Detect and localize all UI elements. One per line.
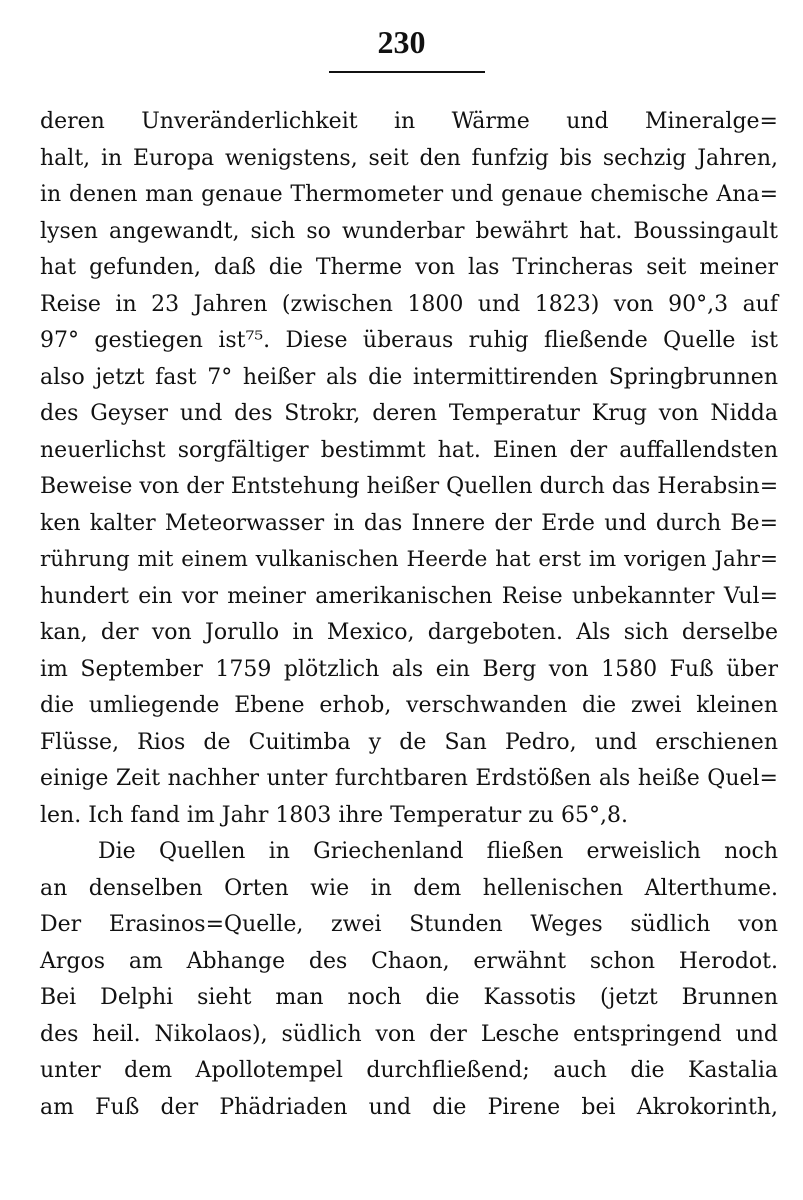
text-line: 97° gestiegen ist⁷⁵. Diese überaus ruhig fließende Quelle ist [40, 328, 778, 353]
body-text [40, 104, 778, 1126]
page-number: 230 [377, 24, 426, 60]
text-line: kan, der von Jorullo in Mexico, dargeboten. Als sich derselbe [40, 620, 778, 645]
text-line: einige Zeit nachher unter furchtbaren Erdstößen als heiße Quel= [40, 766, 778, 791]
text-line: lysen angewandt, sich so wunderbar bewährt hat. Boussingault [40, 218, 778, 244]
text-line: also jetzt fast 7° heißer als die intermittirenden Springbrunnen [40, 364, 778, 390]
text-line: Argos am Abhange des Chaon, erwähnt schon Herodot. [40, 948, 778, 974]
text-line: des Geyser und des Strokr, deren Temperatur Krug von Nidda [40, 401, 778, 426]
text-line: unter dem Apollotempel durchfließend; auch die Kastalia [40, 1058, 778, 1083]
text-line: am Fuß der Phädriaden und die Pirene bei Akrokorinth, [40, 1094, 778, 1120]
paragraph-end-line: len. Ich fand im Jahr 1803 ihre Temperatur zu 65°,8. [40, 802, 628, 828]
text-line: die umliegende Ebene erhob, verschwanden die zwei kleinen [40, 693, 778, 718]
text-line: neuerlichst sorgfältiger bestimmt hat. Einen der auffallendsten [40, 437, 778, 463]
text-line: rührung mit einem vulkanischen Heerde hat erst im vorigen Jahr= [40, 547, 778, 572]
header-rule [329, 71, 485, 73]
text-line: hat gefunden, daß die Therme von las Trincheras seit meiner [40, 255, 778, 280]
text-line: deren Unveränderlichkeit in Wärme und Mineralge= [40, 109, 778, 134]
text-line: Beweise von der Entstehung heißer Quellen durch das Herabsin= [40, 474, 779, 499]
text-line: Flüsse, Rios de Cuitimba y de San Pedro, und erschienen [40, 729, 778, 755]
text-line: Bei Delphi sieht man noch die Kassotis (jetzt Brunnen [40, 985, 778, 1010]
text-line: halt, in Europa wenigstens, seit den funfzig bis sechzig Jahren, [40, 145, 778, 171]
text-line: hundert ein vor meiner amerikanischen Reise unbekannter Vul= [40, 583, 778, 609]
paragraph-first-line: Die Quellen in Griechenland fließen erweislich noch [98, 839, 778, 864]
text-line: ken kalter Meteorwasser in das Innere der Erde und durch Be= [40, 510, 778, 536]
text-line: im September 1759 plötzlich als ein Berg von 1580 Fuß über [40, 656, 778, 682]
text-line: Der Erasinos=Quelle, zwei Stunden Weges südlich von [40, 912, 778, 937]
text-line: an denselben Orten wie in dem hellenischen Alterthume. [40, 875, 778, 901]
text-line: in denen man genaue Thermometer und genaue chemische Ana= [40, 182, 778, 207]
text-line: des heil. Nikolaos), südlich von der Lesche entspringend und [40, 1021, 778, 1047]
text-line: Reise in 23 Jahren (zwischen 1800 und 1823) von 90°,3 auf [40, 291, 778, 317]
